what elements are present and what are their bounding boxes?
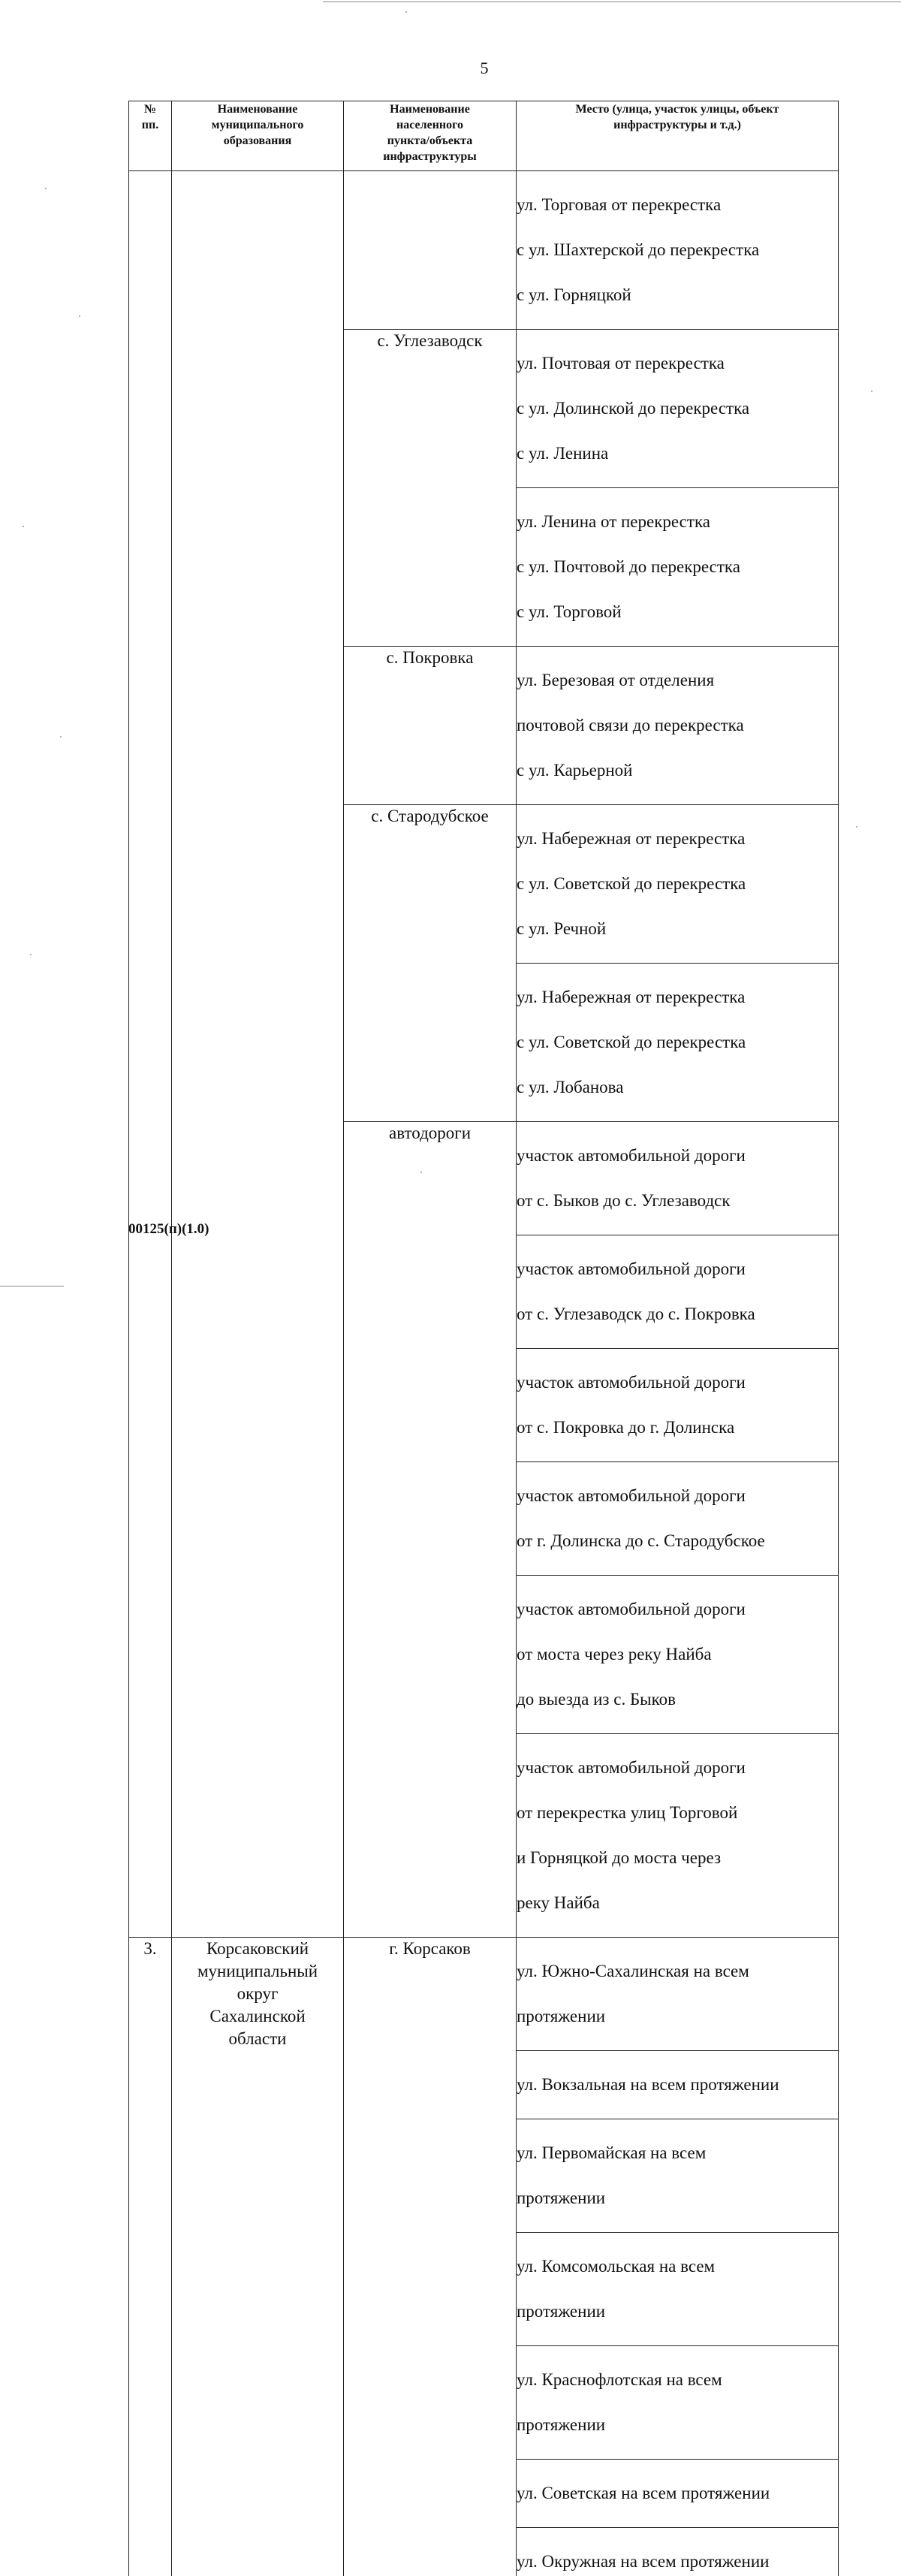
place-cell (517, 1122, 839, 1235)
place-cell (517, 1462, 839, 1576)
place-cell (517, 964, 839, 1122)
place-cell (517, 2346, 839, 2460)
settlement-cell-blank (344, 171, 517, 330)
municipality-line: области (172, 2028, 343, 2050)
table-row (129, 171, 839, 330)
place-line: с ул. Торговой (517, 601, 838, 623)
header-place-line: инфраструктуры и т.д.) (520, 117, 835, 133)
scan-speck (420, 1172, 422, 1173)
place-line: участок автомобильной дороги (517, 1371, 838, 1394)
place-cell (517, 1349, 839, 1462)
place-line: от с. Быков до с. Углезаводск (517, 1190, 838, 1212)
place-cell (517, 2460, 839, 2528)
place-line: ул. Набережная от перекрестка (517, 986, 838, 1009)
scan-speck (45, 188, 47, 189)
place-line: от моста через реку Найба (517, 1643, 838, 1666)
place-line: и Горняцкой до моста через (517, 1847, 838, 1869)
page-number: 5 (0, 59, 901, 78)
place-line: с ул. Ленина (517, 442, 838, 465)
header-settlement-line: населенного (347, 117, 513, 133)
place-line: от с. Покровка до г. Долинска (517, 1416, 838, 1439)
header-number-line: № (132, 101, 168, 117)
settlement-cell: с. Покровка (344, 647, 517, 805)
locations-table (128, 101, 839, 2576)
place-line: протяжении (517, 2005, 838, 2028)
header-number-line: пп. (132, 117, 168, 133)
header-municipality-line: образования (175, 133, 340, 149)
place-line: ул. Вокзальная на всем протяжении (517, 2074, 838, 2096)
place-line: участок автомобильной дороги (517, 1757, 838, 1779)
place-line: ул. Краснофлотская на всем (517, 2369, 838, 2391)
place-line: ул. Комсомольская на всем (517, 2255, 838, 2278)
place-line: с ул. Почтовой до перекрестка (517, 556, 838, 578)
header-number (129, 101, 172, 171)
place-cell (517, 2528, 839, 2576)
place-line: протяжении (517, 2187, 838, 2210)
place-line: реку Найба (517, 1892, 838, 1914)
place-cell (517, 1734, 839, 1938)
place-line: с ул. Карьерной (517, 759, 838, 782)
place-cell (517, 330, 839, 488)
place-line: ул. Березовая от отделения (517, 669, 838, 692)
place-cell (517, 2051, 839, 2119)
place-line: протяжении (517, 2300, 838, 2323)
scan-speck (856, 826, 857, 828)
place-line: участок автомобильной дороги (517, 1598, 838, 1621)
header-settlement-line: пункта/объекта (347, 133, 513, 149)
place-line: ул. Южно-Сахалинская на всем (517, 1960, 838, 1983)
place-cell (517, 171, 839, 330)
place-line: ул. Первомайская на всем (517, 2142, 838, 2164)
place-line: почтовой связи до перекрестка (517, 714, 838, 737)
place-line: с ул. Лобанова (517, 1076, 838, 1099)
header-municipality-line: Наименование (175, 101, 340, 117)
scan-speck (23, 526, 24, 527)
document-code: 00125(п)(1.0) (128, 1221, 209, 1238)
place-line: с ул. Советской до перекрестка (517, 873, 838, 895)
place-line: с ул. Шахтерской до перекрестка (517, 239, 838, 261)
place-line: с ул. Горняцкой (517, 284, 838, 306)
place-line: с ул. Советской до перекрестка (517, 1031, 838, 1054)
place-cell (517, 1576, 839, 1734)
place-line: от перекрестка улиц Торговой (517, 1802, 838, 1824)
header-place (517, 101, 839, 171)
table-row (129, 1938, 839, 2051)
place-cell (517, 647, 839, 805)
municipality-cell (172, 1938, 344, 2576)
scan-speck (30, 954, 32, 955)
scan-speck (60, 736, 62, 738)
place-line: участок автомобильной дороги (517, 1258, 838, 1280)
place-line: участок автомобильной дороги (517, 1145, 838, 1167)
place-cell (517, 805, 839, 964)
place-line: ул. Торговая от перекрестка (517, 194, 838, 216)
header-place-line: Место (улица, участок улицы, объект (520, 101, 835, 117)
place-line: от с. Углезаводск до с. Покровка (517, 1303, 838, 1326)
table-header-row (129, 101, 839, 171)
place-cell (517, 2233, 839, 2346)
place-line: ул. Почтовая от перекрестка (517, 352, 838, 375)
number-cell-continued (129, 171, 172, 1938)
place-line: до выезда из с. Быков (517, 1688, 838, 1711)
place-line: ул. Советская на всем протяжении (517, 2482, 838, 2505)
place-line: с ул. Долинской до перекрестка (517, 397, 838, 420)
place-line: от г. Долинска до с. Стародубское (517, 1530, 838, 1552)
header-settlement (344, 101, 517, 171)
place-line: ул. Окружная на всем протяжении (517, 2550, 838, 2573)
settlement-cell: с. Стародубское (344, 805, 517, 1122)
header-settlement-line: инфраструктуры (347, 149, 513, 164)
scan-speck (405, 11, 407, 13)
number-cell: 3. (129, 1938, 172, 2576)
header-municipality-line: муниципального (175, 117, 340, 133)
place-cell (517, 488, 839, 647)
place-line: участок автомобильной дороги (517, 1485, 838, 1507)
settlement-cell: г. Корсаков (344, 1938, 517, 2576)
place-line: ул. Ленина от перекрестка (517, 511, 838, 533)
scan-speck (79, 315, 80, 317)
place-line: протяжении (517, 2414, 838, 2436)
scan-speck (871, 391, 872, 392)
place-line: ул. Набережная от перекрестка (517, 828, 838, 850)
settlement-cell: автодороги (344, 1122, 517, 1938)
municipality-line: округ (172, 1983, 343, 2005)
municipality-cell-continued (172, 171, 344, 1938)
place-cell (517, 1235, 839, 1349)
settlement-cell: с. Углезаводск (344, 330, 517, 647)
municipality-line: Корсаковский (172, 1938, 343, 1960)
header-municipality (172, 101, 344, 171)
header-settlement-line: Наименование (347, 101, 513, 117)
place-cell (517, 1938, 839, 2051)
place-cell (517, 2119, 839, 2233)
municipality-line: муниципальный (172, 1960, 343, 1983)
municipality-line: Сахалинской (172, 2005, 343, 2028)
place-line: с ул. Речной (517, 918, 838, 940)
